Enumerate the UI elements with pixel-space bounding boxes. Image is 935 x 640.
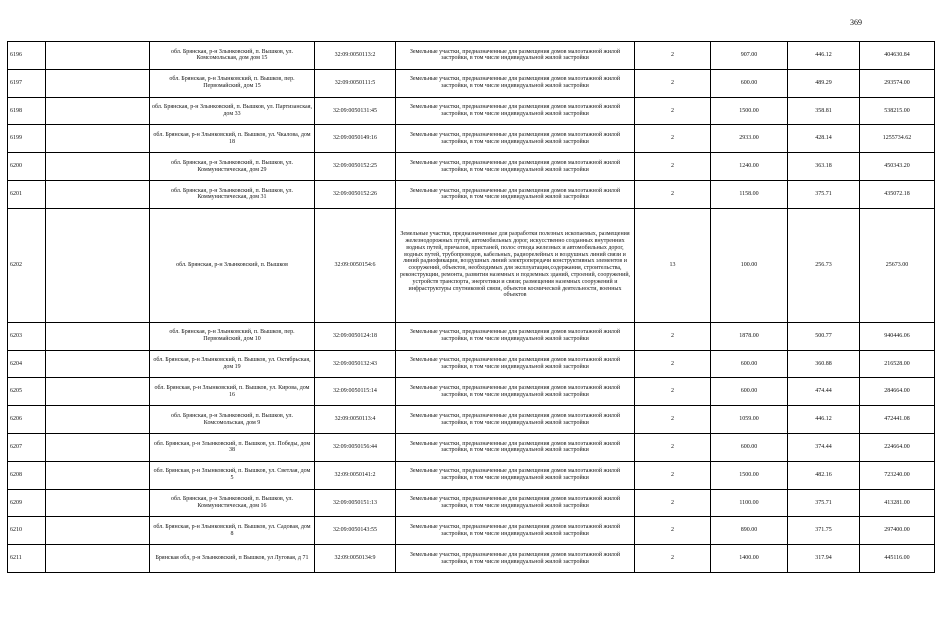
specific-value-cell: 482.16 xyxy=(788,461,860,489)
address-cell: обл. Брянская, р-н Злынковский, п. Вышков, ул. Светлая, дом 5 xyxy=(150,461,315,489)
cadastral-value-cell: 445116.00 xyxy=(860,545,935,573)
record-number: 6197 xyxy=(8,69,46,97)
cadastral-number-cell: 32:09:0050141:2 xyxy=(315,461,396,489)
area-cell: 600.00 xyxy=(711,433,788,461)
blank-cell xyxy=(46,125,150,153)
area-cell: 1158.00 xyxy=(711,180,788,208)
table-row xyxy=(8,208,935,322)
blank-cell xyxy=(46,97,150,125)
cadastral-number-cell: 32:09:0050113:4 xyxy=(315,406,396,434)
group-code-cell: 2 xyxy=(635,125,711,153)
cadastral-number-cell: 32:09:0050149:16 xyxy=(315,125,396,153)
blank-cell xyxy=(46,545,150,573)
table-row xyxy=(8,378,935,406)
land-use-cell: Земельные участки, предназначенные для размещения домов малоэтажной жилой застройки, в том числе индивидуальной жилой застройки xyxy=(396,69,635,97)
specific-value-cell: 363.18 xyxy=(788,153,860,181)
group-code-cell: 2 xyxy=(635,461,711,489)
group-code-cell: 2 xyxy=(635,153,711,181)
land-use-cell: Земельные участки, предназначенные для размещения домов малоэтажной жилой застройки, в том числе индивидуальной жилой застройки xyxy=(396,153,635,181)
record-number: 6206 xyxy=(8,406,46,434)
cadastral-value-cell: 284664.00 xyxy=(860,378,935,406)
record-number: 6209 xyxy=(8,489,46,517)
cadastral-value-cell: 216528.00 xyxy=(860,350,935,378)
cadastral-value-cell: 450343.20 xyxy=(860,153,935,181)
area-cell: 2933.00 xyxy=(711,125,788,153)
area-cell: 1500.00 xyxy=(711,461,788,489)
address-cell: обл. Брянская, р-н Злынковский, п. Вышков, ул. Коммунистическая, дом 31 xyxy=(150,180,315,208)
area-cell: 890.00 xyxy=(711,517,788,545)
area-cell: 1878.00 xyxy=(711,322,788,350)
land-use-cell: Земельные участки, предназначенные для размещения домов малоэтажной жилой застройки, в том числе индивидуальной жилой застройки xyxy=(396,545,635,573)
land-use-cell: Земельные участки, предназначенные для размещения домов малоэтажной жилой застройки, в том числе индивидуальной жилой застройки xyxy=(396,97,635,125)
cadastral-value-cell: 224664.00 xyxy=(860,433,935,461)
area-cell: 1400.00 xyxy=(711,545,788,573)
group-code-cell: 2 xyxy=(635,378,711,406)
record-number: 6202 xyxy=(8,208,46,322)
table-row xyxy=(8,433,935,461)
group-code-cell: 2 xyxy=(635,517,711,545)
cadastral-number-cell: 32:09:0050113:2 xyxy=(315,42,396,70)
area-cell: 1240.00 xyxy=(711,153,788,181)
address-cell: обл. Брянская, р-н Злынковский, п. Вышков, ул. Победы, дом 38 xyxy=(150,433,315,461)
cadastral-value-cell: 1255734.62 xyxy=(860,125,935,153)
blank-cell xyxy=(46,153,150,181)
blank-cell xyxy=(46,350,150,378)
record-number: 6203 xyxy=(8,322,46,350)
table-row xyxy=(8,350,935,378)
land-plots-table xyxy=(7,41,935,573)
blank-cell xyxy=(46,42,150,70)
table-row xyxy=(8,545,935,573)
cadastral-value-cell: 293574.00 xyxy=(860,69,935,97)
land-use-cell: Земельные участки, предназначенные для размещения домов малоэтажной жилой застройки, в том числе индивидуальной жилой застройки xyxy=(396,433,635,461)
land-use-cell: Земельные участки, предназначенные для размещения домов малоэтажной жилой застройки, в том числе индивидуальной жилой застройки xyxy=(396,461,635,489)
cadastral-number-cell: 32:09:0050124:18 xyxy=(315,322,396,350)
address-cell: обл. Брянская, р-н Злынковский, п. Вышков, пер. Первомайский, дом 10 xyxy=(150,322,315,350)
page-number: 369 xyxy=(850,18,862,27)
cadastral-number-cell: 32:09:0050154:6 xyxy=(315,208,396,322)
land-use-cell: Земельные участки, предназначенные для размещения домов малоэтажной жилой застройки, в том числе индивидуальной жилой застройки xyxy=(396,489,635,517)
area-cell: 1500.00 xyxy=(711,97,788,125)
specific-value-cell: 360.88 xyxy=(788,350,860,378)
cadastral-value-cell: 435072.18 xyxy=(860,180,935,208)
table-row xyxy=(8,69,935,97)
cadastral-value-cell: 404630.84 xyxy=(860,42,935,70)
cadastral-number-cell: 32:09:0050152:25 xyxy=(315,153,396,181)
area-cell: 100.00 xyxy=(711,208,788,322)
cadastral-number-cell: 32:09:0050156:44 xyxy=(315,433,396,461)
address-cell: обл. Брянская, р-н Злынковский, п. Вышков, ул. Чкалова, дом 18 xyxy=(150,125,315,153)
address-cell: обл. Брянская, р-н Злынковский, п. Вышков, ул. Партизанская, дом 33 xyxy=(150,97,315,125)
blank-cell xyxy=(46,69,150,97)
cadastral-number-cell: 32:09:0050131:45 xyxy=(315,97,396,125)
record-number: 6207 xyxy=(8,433,46,461)
group-code-cell: 2 xyxy=(635,69,711,97)
group-code-cell: 2 xyxy=(635,350,711,378)
area-cell: 600.00 xyxy=(711,350,788,378)
cadastral-value-cell: 297400.00 xyxy=(860,517,935,545)
table-row xyxy=(8,489,935,517)
blank-cell xyxy=(46,517,150,545)
specific-value-cell: 375.71 xyxy=(788,180,860,208)
table-row xyxy=(8,180,935,208)
address-cell: обл. Брянская, р-н Злынковский, п. Вышков xyxy=(150,208,315,322)
blank-cell xyxy=(46,378,150,406)
blank-cell xyxy=(46,208,150,322)
land-use-cell: Земельные участки, предназначенные для размещения домов малоэтажной жилой застройки, в том числе индивидуальной жилой застройки xyxy=(396,517,635,545)
specific-value-cell: 375.71 xyxy=(788,489,860,517)
address-cell: Брянская обл, р-н Злынковский, п Вышков, ул Луговая, д 71 xyxy=(150,545,315,573)
group-code-cell: 2 xyxy=(635,545,711,573)
area-cell: 907.00 xyxy=(711,42,788,70)
land-use-cell: Земельные участки, предназначенные для разработки полезных ископаемых, размещения железнодорожных путей, автомобильных дорог, искусственно созданных внутренних водных путей, причалов, пристаней, полос отвода железных и автомобильных дорог, водных путей, трубопроводов, кабельных, радиорелейных и воздушных линий связи и линий радиофикации, воздушных линий электропередачи конструктивных элементов и сооружений, объектов, необходимых для эксплуатации,содержания, строительства, реконструкции, ремонта, развития наземных и подземных зданий, строений, сооружений, устройств транспорта, энергетики и связи; размещения наземных сооружений и инфраструктуры спутниковой связи, объектов космической деятельности, военных объектов xyxy=(396,208,635,322)
table-row xyxy=(8,322,935,350)
address-cell: обл. Брянская, р-н Злынковский, п. Вышков, ул. Комсомольская, дом дом 15 xyxy=(150,42,315,70)
land-use-cell: Земельные участки, предназначенные для размещения домов малоэтажной жилой застройки, в том числе индивидуальной жилой застройки xyxy=(396,378,635,406)
specific-value-cell: 371.75 xyxy=(788,517,860,545)
table-row xyxy=(8,125,935,153)
blank-cell xyxy=(46,489,150,517)
specific-value-cell: 474.44 xyxy=(788,378,860,406)
specific-value-cell: 428.14 xyxy=(788,125,860,153)
area-cell: 1100.00 xyxy=(711,489,788,517)
address-cell: обл. Брянская, р-н Злынковский, п. Вышков, ул. Октябрьская, дом 19 xyxy=(150,350,315,378)
land-use-cell: Земельные участки, предназначенные для размещения домов малоэтажной жилой застройки, в том числе индивидуальной жилой застройки xyxy=(396,322,635,350)
table-row xyxy=(8,97,935,125)
record-number: 6200 xyxy=(8,153,46,181)
blank-cell xyxy=(46,180,150,208)
record-number: 6204 xyxy=(8,350,46,378)
cadastral-value-cell: 538215.00 xyxy=(860,97,935,125)
blank-cell xyxy=(46,433,150,461)
land-use-cell: Земельные участки, предназначенные для размещения домов малоэтажной жилой застройки, в том числе индивидуальной жилой застройки xyxy=(396,125,635,153)
cadastral-value-cell: 413281.00 xyxy=(860,489,935,517)
group-code-cell: 2 xyxy=(635,42,711,70)
address-cell: обл. Брянская, р-н Злынковский, п. Вышков, ул. Комсомольская, дом 9 xyxy=(150,406,315,434)
group-code-cell: 2 xyxy=(635,433,711,461)
cadastral-number-cell: 32:09:0050111:5 xyxy=(315,69,396,97)
specific-value-cell: 489.29 xyxy=(788,69,860,97)
address-cell: обл. Брянская, р-н Злынковский, п. Вышков, ул. Кирова, дом 16 xyxy=(150,378,315,406)
specific-value-cell: 446.12 xyxy=(788,42,860,70)
group-code-cell: 2 xyxy=(635,97,711,125)
blank-cell xyxy=(46,406,150,434)
specific-value-cell: 358.81 xyxy=(788,97,860,125)
area-cell: 600.00 xyxy=(711,69,788,97)
cadastral-value-cell: 472441.08 xyxy=(860,406,935,434)
table-row xyxy=(8,461,935,489)
group-code-cell: 2 xyxy=(635,489,711,517)
cadastral-value-cell: 940446.06 xyxy=(860,322,935,350)
group-code-cell: 13 xyxy=(635,208,711,322)
record-number: 6196 xyxy=(8,42,46,70)
table-body xyxy=(8,42,935,573)
table-row xyxy=(8,517,935,545)
table-row xyxy=(8,406,935,434)
cadastral-value-cell: 723240.00 xyxy=(860,461,935,489)
table-row xyxy=(8,153,935,181)
address-cell: обл. Брянская, р-н Злынковский, п. Вышков, пер. Первомайский, дом 15 xyxy=(150,69,315,97)
address-cell: обл. Брянская, р-н Злынковский, п. Вышков, ул. Коммунистическая, дом 29 xyxy=(150,153,315,181)
address-cell: обл. Брянская, р-н Злынковский, п. Вышков, ул. Садовая, дом 8 xyxy=(150,517,315,545)
area-cell: 1059.00 xyxy=(711,406,788,434)
cadastral-number-cell: 32:09:0050151:13 xyxy=(315,489,396,517)
record-number: 6201 xyxy=(8,180,46,208)
record-number: 6199 xyxy=(8,125,46,153)
cadastral-number-cell: 32:09:0050143:55 xyxy=(315,517,396,545)
record-number: 6210 xyxy=(8,517,46,545)
specific-value-cell: 256.73 xyxy=(788,208,860,322)
land-use-cell: Земельные участки, предназначенные для размещения домов малоэтажной жилой застройки, в том числе индивидуальной жилой застройки xyxy=(396,42,635,70)
record-number: 6208 xyxy=(8,461,46,489)
cadastral-value-cell: 25673.00 xyxy=(860,208,935,322)
land-use-cell: Земельные участки, предназначенные для размещения домов малоэтажной жилой застройки, в том числе индивидуальной жилой застройки xyxy=(396,406,635,434)
land-use-cell: Земельные участки, предназначенные для размещения домов малоэтажной жилой застройки, в том числе индивидуальной жилой застройки xyxy=(396,180,635,208)
cadastral-number-cell: 32:09:0050115:14 xyxy=(315,378,396,406)
specific-value-cell: 374.44 xyxy=(788,433,860,461)
specific-value-cell: 317.94 xyxy=(788,545,860,573)
group-code-cell: 2 xyxy=(635,406,711,434)
cadastral-number-cell: 32:09:0050152:26 xyxy=(315,180,396,208)
group-code-cell: 2 xyxy=(635,322,711,350)
area-cell: 600.00 xyxy=(711,378,788,406)
blank-cell xyxy=(46,322,150,350)
cadastral-number-cell: 32:09:0050132:43 xyxy=(315,350,396,378)
specific-value-cell: 500.77 xyxy=(788,322,860,350)
record-number: 6198 xyxy=(8,97,46,125)
table-row xyxy=(8,42,935,70)
address-cell: обл. Брянская, р-н Злынковский, п. Вышков, ул. Коммунистическая, дом 16 xyxy=(150,489,315,517)
group-code-cell: 2 xyxy=(635,180,711,208)
specific-value-cell: 446.12 xyxy=(788,406,860,434)
cadastral-number-cell: 32:09:0050134:9 xyxy=(315,545,396,573)
blank-cell xyxy=(46,461,150,489)
land-use-cell: Земельные участки, предназначенные для размещения домов малоэтажной жилой застройки, в том числе индивидуальной жилой застройки xyxy=(396,350,635,378)
record-number: 6205 xyxy=(8,378,46,406)
record-number: 6211 xyxy=(8,545,46,573)
